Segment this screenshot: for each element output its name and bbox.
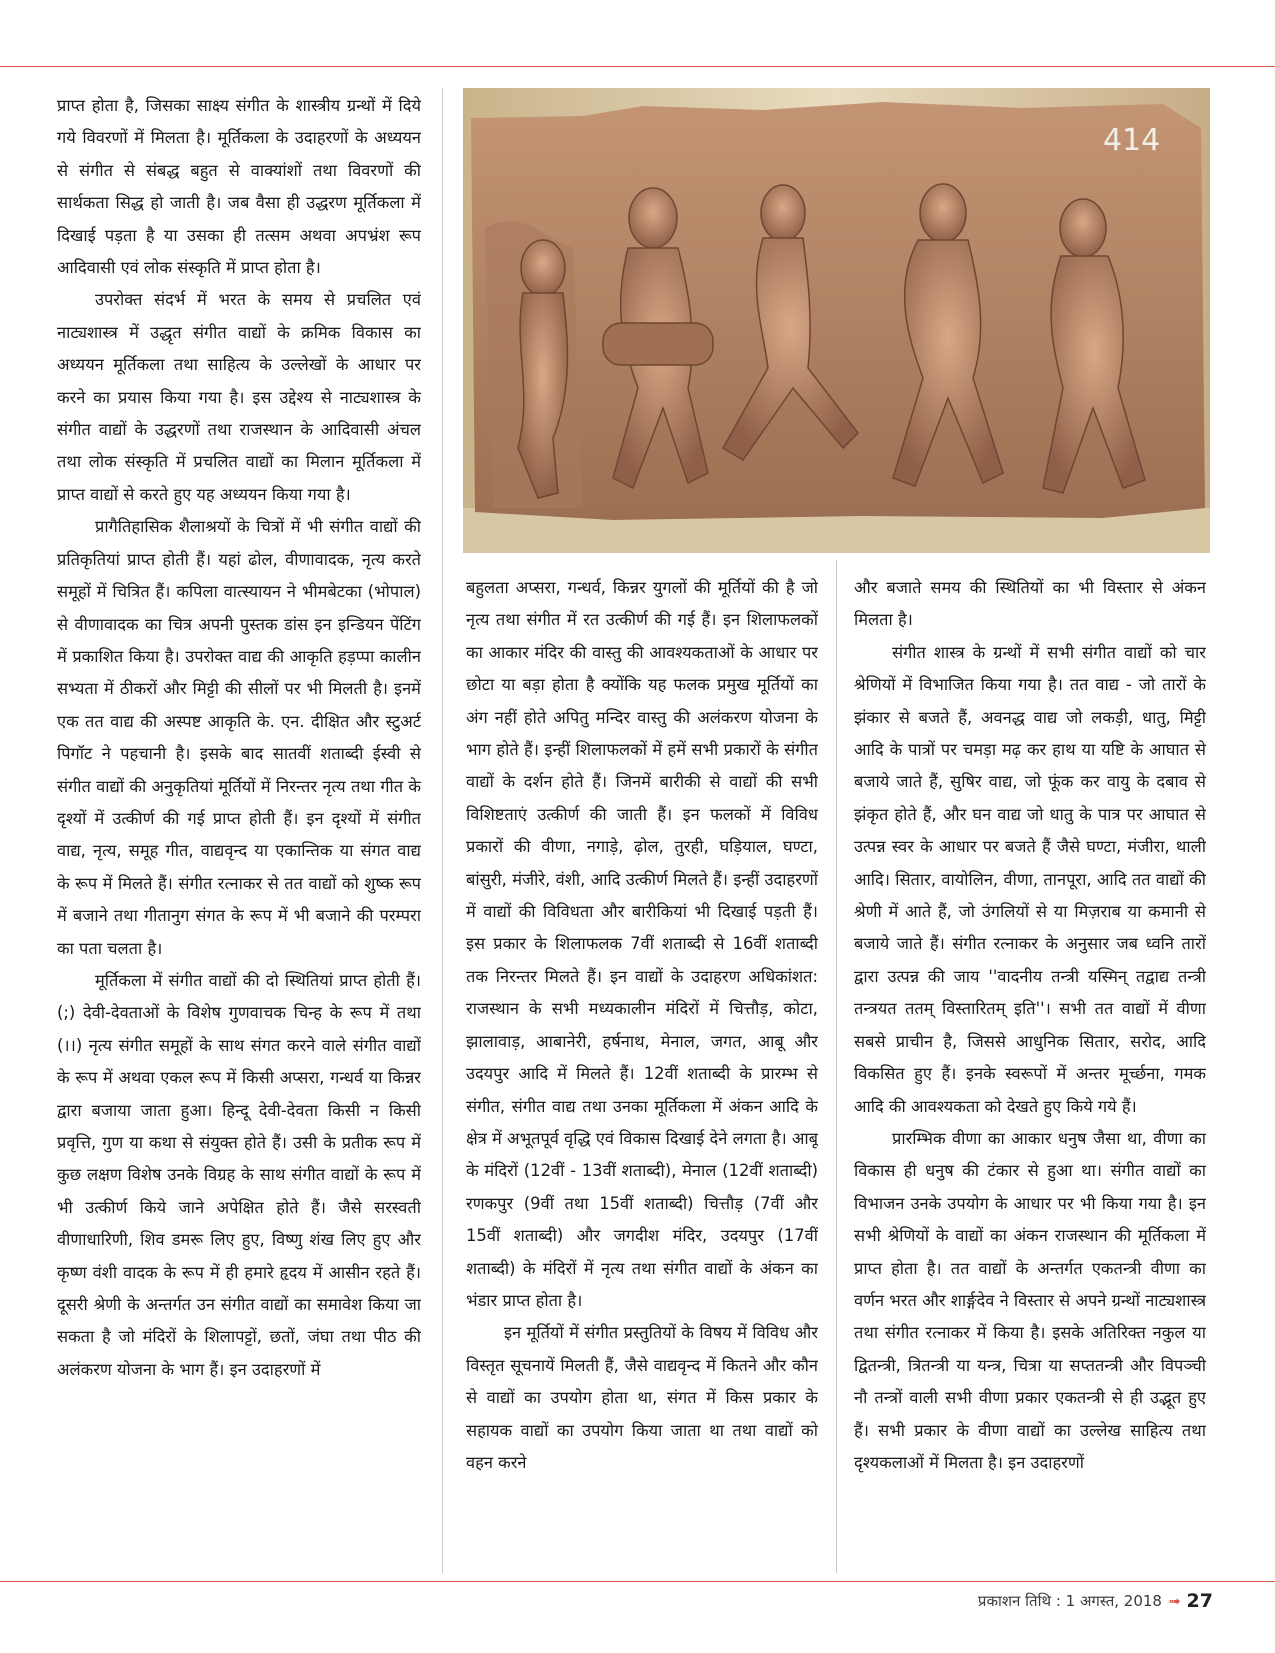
paragraph: प्रागैतिहासिक शैलाश्रयों के चित्रों में भी संगीत वाद्यों की प्रतिकृतियां प्राप्त होती हैं। यहां ढोल, वीणावादक, नृत्य करते समूहों में चित्रित हैं। कपिला वात्स्यायन ने भीमबेटका (भोपाल) से वीणावादक का चित्र अपनी पुस्तक डांस इन इन्डियन पेंटिंग में प्रकाशित किया है। उपरोक्त वाद्य की आकृति हड़प्पा कालीन सभ्यता में ठीकरों और मिट्टी की सीलों पर भी मिलती है। इनमें एक तत वाद्य की अस्पष्ट आकृति के. एन. दीक्षित और स्टुअर्ट पिगॉट ने पहचानी है। इसके बाद सातवीं शताब्दी ईस्वी से संगीत वाद्यों की अनुकृतियां मूर्तियों में निरन्तर नृत्य तथा गीत के दृश्यों में उत्कीर्ण की गई प्राप्त होती हैं। इन दृश्यों में संगीत वाद्य, नृत्य, समूह गीत, वाद्यवृन्द या एकान्तिक या संगत वाद्य के रूप में मिलते हैं। संगीत रत्नाकर से तत वाद्यों को शुष्क रूप में बजाने तथा गीतानुग संगत के रूप में भी बजाने की परम्परा का पता चलता है।: [57, 517, 421, 958]
paragraph: मूर्तिकला में संगीत वाद्यों की दो स्थितियां प्राप्त होती हैं। (;) देवी-देवताओं के विशेष गुणवाचक चिन्ह के रूप में तथा (।।) नृत्य संगीत समूहों के साथ संगत करने वाले संगीत वाद्यों के रूप में अथवा एकल रूप में किसी अप्सरा, गन्धर्व या किन्नर द्वारा बजाया जाता हुआ। हिन्दू देवी-देवता किसी न किसी प्रवृत्ति, गुण या कथा से संयुक्त होते हैं। उसी के प्रतीक रूप में कुछ लक्षण विशेष उनके विग्रह के साथ संगीत वाद्यों के रूप में भी उत्कीर्ण किये जाने अपेक्षित होते हैं। जैसे सरस्वती वीणाधारिणी, शिव डमरू लिए हुए, विष्णु शंख लिए हुए और कृष्ण वंशी वादक के रूप में ही हमारे हृदय में आसीन रहते हैं। दूसरी श्रेणी के अन्तर्गत उन संगीत वाद्यों का समावेश किया जा सकता है जो मंदिरों के शिलापट्टों, छतों, जंघा तथा पीठ की अलंकरण योजना के भाग हैं। इन उदाहरणों में: [57, 970, 421, 1379]
panel-number: 414: [1103, 123, 1161, 158]
page-number: 27: [1186, 1590, 1213, 1612]
sculpture-relief-image: [463, 88, 1210, 553]
arrow-icon: ➟: [1167, 1592, 1181, 1610]
footer-rule: [0, 1581, 1275, 1582]
publication-date: प्रकाशन तिथि : 1 अगस्त, 2018: [977, 1592, 1162, 1610]
text-column-1: [57, 90, 421, 1570]
paragraph: और बजाते समय की स्थितियों का भी विस्तार से अंकन मिलता है।: [854, 578, 1206, 630]
sculpture-photo: [463, 88, 1210, 553]
page-footer: [978, 1587, 1213, 1615]
paragraph: प्राप्त होता है, जिसका साक्ष्य संगीत के शास्त्रीय ग्रन्थों में दिये गये विवरणों में मिलता है। मूर्तिकला के उदाहरणों के अध्ययन से संगीत से संबद्ध बहुत से वाक्यांशों तथा विवरणों की सार्थकता सिद्ध हो जाती है। जब वैसा ही उद्धरण मूर्तिकला में दिखाई पड़ता है या उसका ही तत्सम अथवा अपभ्रंश रूप आदिवासी एवं लोक संस्कृति में प्राप्त होता है।: [57, 96, 421, 278]
text-column-3: [854, 572, 1206, 1572]
column-divider: [442, 88, 443, 1573]
paragraph: संगीत शास्त्र के ग्रन्थों में सभी संगीत वाद्यों को चार श्रेणियों में विभाजित किया गया है। तत वाद्य - जो तारों के झंकार से बजते हैं, अवनद्ध वाद्य जो लकड़ी, धातु, मिट्टी आदि के पात्रों पर चमड़ा मढ़ कर हाथ या यष्टि के आघात से बजाये जाते हैं, सुषिर वाद्य, जो फूंक कर वायु के दबाव से झंकृत होते हैं, और घन वाद्य जो धातु के पात्र पर आघात से उत्पन्न स्वर के आधार पर बजते हैं जैसे घण्टा, मंजीरा, थाली आदि। सितार, वायोलिन, वीणा, तानपूरा, आदि तत वाद्यों की श्रेणी में आते हैं, जो उंगलियों से या मिज़राब या कमानी से बजाये जाते हैं। संगीत रत्नाकर के अनुसार जब ध्वनि तारों द्वारा उत्पन्न की जाय ''वादनीय तन्त्री यस्मिन् तद्वाद्य तन्त्री तन्त्रयत ततम् विस्तारितम् इति''। सभी तत वाद्यों में वीणा सबसे प्राचीन है, जिससे आधुनिक सितार, सरोद, आदि विकसित हुए हैं। इनके स्वरूपों में अन्तर मूर्च्छना, गमक आदि की आवश्यकता को देखते हुए किये गये हैं।: [854, 642, 1206, 1116]
paragraph: उपरोक्त संदर्भ में भरत के समय से प्रचलित एवं नाट्यशास्त्र में उद्धृत संगीत वाद्यों के क्रमिक विकास का अध्ययन मूर्तिकला तथा साहित्य के उल्लेखों के आधार पर करने का प्रयास किया गया है। इस उद्देश्य से नाट्यशास्त्र के संगीत वाद्यों के उद्धरणों तथा राजस्थान के आदिवासी अंचल तथा लोक संस्कृति में प्रचलित वाद्यों का मिलान मूर्तिकला में प्राप्त वाद्यों से करते हुए यह अध्ययन किया गया है।: [57, 290, 421, 504]
column-divider: [836, 560, 837, 1573]
paragraph: इन मूर्तियों में संगीत प्रस्तुतियों के विषय में विविध और विस्तृत सूचनायें मिलती हैं, जैसे वाद्यवृन्द में कितने और कौन से वाद्यों का उपयोग होता था, संगत में किस प्रकार के सहायक वाद्यों का उपयोग किया जाता था तथा वाद्यों को वहन करने: [466, 1323, 818, 1472]
text-column-2: [466, 572, 818, 1572]
paragraph: बहुलता अप्सरा, गन्धर्व, किन्नर युगलों की मूर्तियों की है जो नृत्य तथा संगीत में रत उत्कीर्ण की गई हैं। इन शिलाफलकों का आकार मंदिर की वास्तु की आवश्यकताओं के आधार पर छोटा या बड़ा होता है क्योंकि यह फलक प्रमुख मूर्तियों का अंग नहीं होते अपितु मन्दिर वास्तु की अलंकरण योजना के भाग होते हैं। इन्हीं शिलाफलकों में हमें सभी प्रकारों के संगीत वाद्यों के दर्शन होते हैं। जिनमें बारीकी से वाद्यों की सभी विशिष्टताएं उत्कीर्ण की जाती हैं। इन फलकों में विविध प्रकारों की वीणा, नगाड़े, ढ़ोल, तुरही, घड़ियाल, घण्टा, बांसुरी, मंजीरे, वंशी, आदि उत्कीर्ण मिलते हैं। इन्हीं उदाहरणों में वाद्यों की विविधता और बारीकियां भी दिखाई पड़ती हैं। इस प्रकार के शिलाफलक 7वीं शताब्दी से 16वीं शताब्दी तक निरन्तर मिलते हैं। इन वाद्यों के उदाहरण अधिकांशत: राजस्थान के सभी मध्यकालीन मंदिरों में चित्तौड़, कोटा, झालावाड़, आबानेरी, हर्षनाथ, मेनाल, जगत, आबू और उदयपुर आदि में मिलते हैं। 12वीं शताब्दी के प्रारम्भ से संगीत, संगीत वाद्य तथा उनका मूर्तिकला में अंकन आदि के क्षेत्र में अभूतपूर्व वृद्धि एवं विकास दिखाई देने लगता है। आबू के मंदिरों (12वीं - 13वीं शताब्दी), मेनाल (12वीं शताब्दी) रणकपुर (9वीं तथा 15वीं शताब्दी) चित्तौड़ (7वीं और 15वीं शताब्दी) और जगदीश मंदिर, उदयपुर (17वीं शताब्दी) के मंदिरों में नृत्य तथा संगीत वाद्यों के अंकन का भंडार प्राप्त होता है।: [466, 578, 818, 1310]
header-rule: [0, 66, 1275, 67]
paragraph: प्रारम्भिक वीणा का आकार धनुष जैसा था, वीणा का विकास ही धनुष की टंकार से हुआ था। संगीत वाद्यों का विभाजन उनके उपयोग के आधार पर भी किया गया है। इन सभी श्रेणियों के वाद्यों का अंकन राजस्थान की मूर्तिकला में प्राप्त होता है। तत वाद्यों के अन्तर्गत एकतन्त्री वीणा का वर्णन भरत और शार्ङ्गदेव ने विस्तार से अपने ग्रन्थों नाट्यशास्त्र तथा संगीत रत्नाकर में किया है। इसके अतिरिक्त नकुल या द्वितन्त्री, त्रितन्त्री या यन्त्र, चित्रा या सप्ततन्त्री और विपञ्ची नौ तन्त्रों वाली सभी वीणा प्रकार एकतन्त्री से ही उद्भूत हुए हैं। सभी प्रकार के वीणा वाद्यों का उल्लेख साहित्य तथा दृश्यकलाओं में मिलता है। इन उदाहरणों: [854, 1128, 1206, 1472]
